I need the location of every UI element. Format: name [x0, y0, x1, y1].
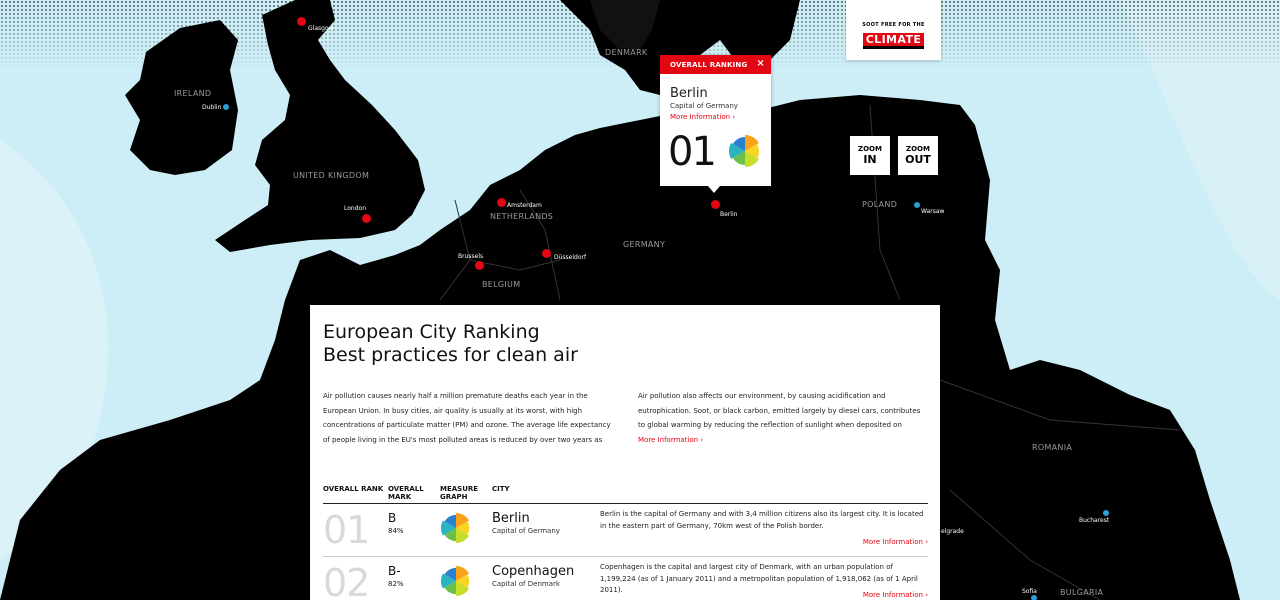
country-label-germany: GERMANY	[623, 240, 666, 249]
zoom-in-label-bottom: IN	[863, 153, 877, 166]
row-description	[600, 557, 928, 600]
row-mark-percent: 84%	[388, 527, 404, 535]
country-label-denmark: DENMARK	[605, 48, 648, 57]
row-mark	[388, 504, 440, 557]
measure-pie	[440, 565, 472, 597]
chevron-right-icon: ›	[700, 435, 704, 444]
city-marker-berlin[interactable]	[711, 200, 720, 209]
city-label-warsaw: Warsaw	[921, 208, 945, 215]
city-marker-glasgow[interactable]	[297, 17, 306, 26]
zoom-out-label-bottom: OUT	[905, 153, 931, 166]
city-label-london: London	[344, 205, 366, 212]
city-marker-sofia[interactable]	[1031, 595, 1037, 600]
header-city[interactable]: CITY	[492, 485, 600, 504]
city-label-dublin: Dublin	[202, 104, 222, 111]
city-label-brussels: Brussels	[458, 253, 484, 260]
city-marker-warsaw[interactable]	[914, 202, 920, 208]
popup-more-link[interactable]	[670, 113, 771, 121]
row-rank: 02	[323, 557, 388, 600]
country-label-romania: ROMANIA	[1032, 443, 1073, 452]
intro-columns	[323, 389, 928, 447]
row-description	[600, 504, 928, 557]
city-marker-dusseldorf[interactable]	[542, 249, 551, 258]
popup-measure-pie	[728, 134, 762, 168]
header-description	[600, 485, 928, 504]
logo-tagline: SOOT FREE FOR THE	[862, 22, 925, 28]
logo-wordmark: CLIMATE	[863, 33, 925, 49]
close-icon[interactable]: ×	[756, 58, 765, 69]
row-city	[492, 557, 600, 600]
popup-header	[660, 55, 771, 74]
row-more-label: More Information	[862, 537, 923, 546]
measure-pie	[440, 512, 472, 544]
country-label-netherlands: NETHERLANDS	[490, 212, 554, 221]
row-rank: 01	[323, 504, 388, 557]
intro-text-right	[638, 389, 928, 447]
table-row[interactable]	[323, 557, 928, 600]
row-description-text: Berlin is the capital of Germany and with 3,4 million citizens also its largest city. It is located in the eastern part of Germany, 70km west of the Polish border.	[600, 510, 924, 530]
chevron-right-icon: ›	[925, 537, 928, 546]
city-label-dusseldorf: Düsseldorf	[554, 254, 587, 261]
intro-text-left: Air pollution causes nearly half a million premature deaths each year in the European Union. In busy cities, air quality is usually at its worst, with high concentrations of particulate matter (PM) and ozone. The average life expectancy of people living in the EU's most polluted areas is reduced by over two years as	[323, 392, 611, 444]
city-label-glasgow: Glasgow	[308, 25, 334, 32]
intro-more-link[interactable]	[638, 436, 703, 444]
row-mark-grade: B-	[388, 564, 401, 578]
city-label-bucharest: Bucharest	[1079, 517, 1110, 524]
intro-right-text: Air pollution also affects our environment, by causing acidification and eutrophication. Soot, or black carbon, emitted largely by diesel cars, contributes to global warming by reducing the reflection of sunlight when deposited on	[638, 392, 921, 429]
city-marker-amsterdam[interactable]	[497, 198, 506, 207]
city-marker-dublin[interactable]	[223, 104, 229, 110]
chevron-right-icon: ›	[925, 590, 928, 599]
popup-city-subtitle: Capital of Germany	[670, 102, 738, 110]
city-label-sofia: Sofia	[1022, 588, 1037, 595]
ranking-popup	[660, 55, 771, 186]
panel-title-line1: European City Ranking	[323, 321, 540, 343]
city-marker-london[interactable]	[362, 214, 371, 223]
table-row[interactable]	[323, 504, 928, 557]
row-more-link[interactable]	[863, 537, 928, 549]
zoom-out-label-top: ZOOM	[906, 145, 930, 153]
city-marker-brussels[interactable]	[475, 261, 484, 270]
intro-more-label: More Information	[638, 435, 699, 444]
header-overall-mark[interactable]: OVERALL MARK	[388, 485, 440, 504]
chevron-right-icon: ›	[732, 113, 736, 121]
header-overall-rank[interactable]: OVERALL RANK	[323, 485, 388, 504]
row-mark-percent: 82%	[388, 580, 404, 588]
row-mark-grade: B	[388, 511, 397, 525]
row-graph	[440, 557, 492, 600]
city-marker-bucharest[interactable]	[1103, 510, 1109, 516]
row-mark	[388, 557, 440, 600]
zoom-in-button[interactable]	[850, 136, 890, 175]
country-label-ireland: IRELAND	[174, 89, 212, 98]
popup-rank-number: 01	[668, 129, 715, 175]
row-description-text: Copenhagen is the capital and largest city of Denmark, with an urban population of 1,199,224 (as of 1 January 2011) and a metropolitan population of 1,918,062 (as of 1 April 2011).	[600, 563, 918, 594]
ranking-panel	[310, 305, 940, 600]
city-label-berlin: Berlin	[720, 211, 738, 218]
country-label-poland: POLAND	[862, 200, 898, 209]
city-label-belgrade: elgrade	[941, 528, 964, 535]
ranking-table	[323, 485, 928, 600]
zoom-out-button[interactable]	[898, 136, 938, 175]
row-city-subtitle: Capital of Germany	[492, 527, 560, 535]
site-logo[interactable]	[846, 0, 941, 60]
panel-title-line2: Best practices for clean air	[323, 344, 578, 366]
header-measure-graph[interactable]: MEASURE GRAPH	[440, 485, 492, 504]
city-label-amsterdam: Amsterdam	[507, 202, 542, 209]
country-label-bulgaria: BULGARIA	[1060, 588, 1104, 597]
popup-city-name: Berlin	[670, 86, 708, 101]
popup-more-label: More Information	[670, 113, 731, 121]
panel-title	[323, 321, 928, 367]
row-more-link[interactable]	[863, 590, 928, 600]
country-label-uk: UNITED KINGDOM	[293, 171, 370, 180]
row-city-name: Copenhagen	[492, 564, 575, 579]
zoom-in-label-top: ZOOM	[858, 145, 882, 153]
row-city-name: Berlin	[492, 511, 530, 526]
country-label-belgium: BELGIUM	[482, 280, 521, 289]
row-graph	[440, 504, 492, 557]
row-more-label: More Information	[862, 590, 923, 599]
row-city	[492, 504, 600, 557]
popup-header-title: OVERALL RANKING	[670, 61, 748, 69]
row-city-subtitle: Capital of Denmark	[492, 580, 560, 588]
